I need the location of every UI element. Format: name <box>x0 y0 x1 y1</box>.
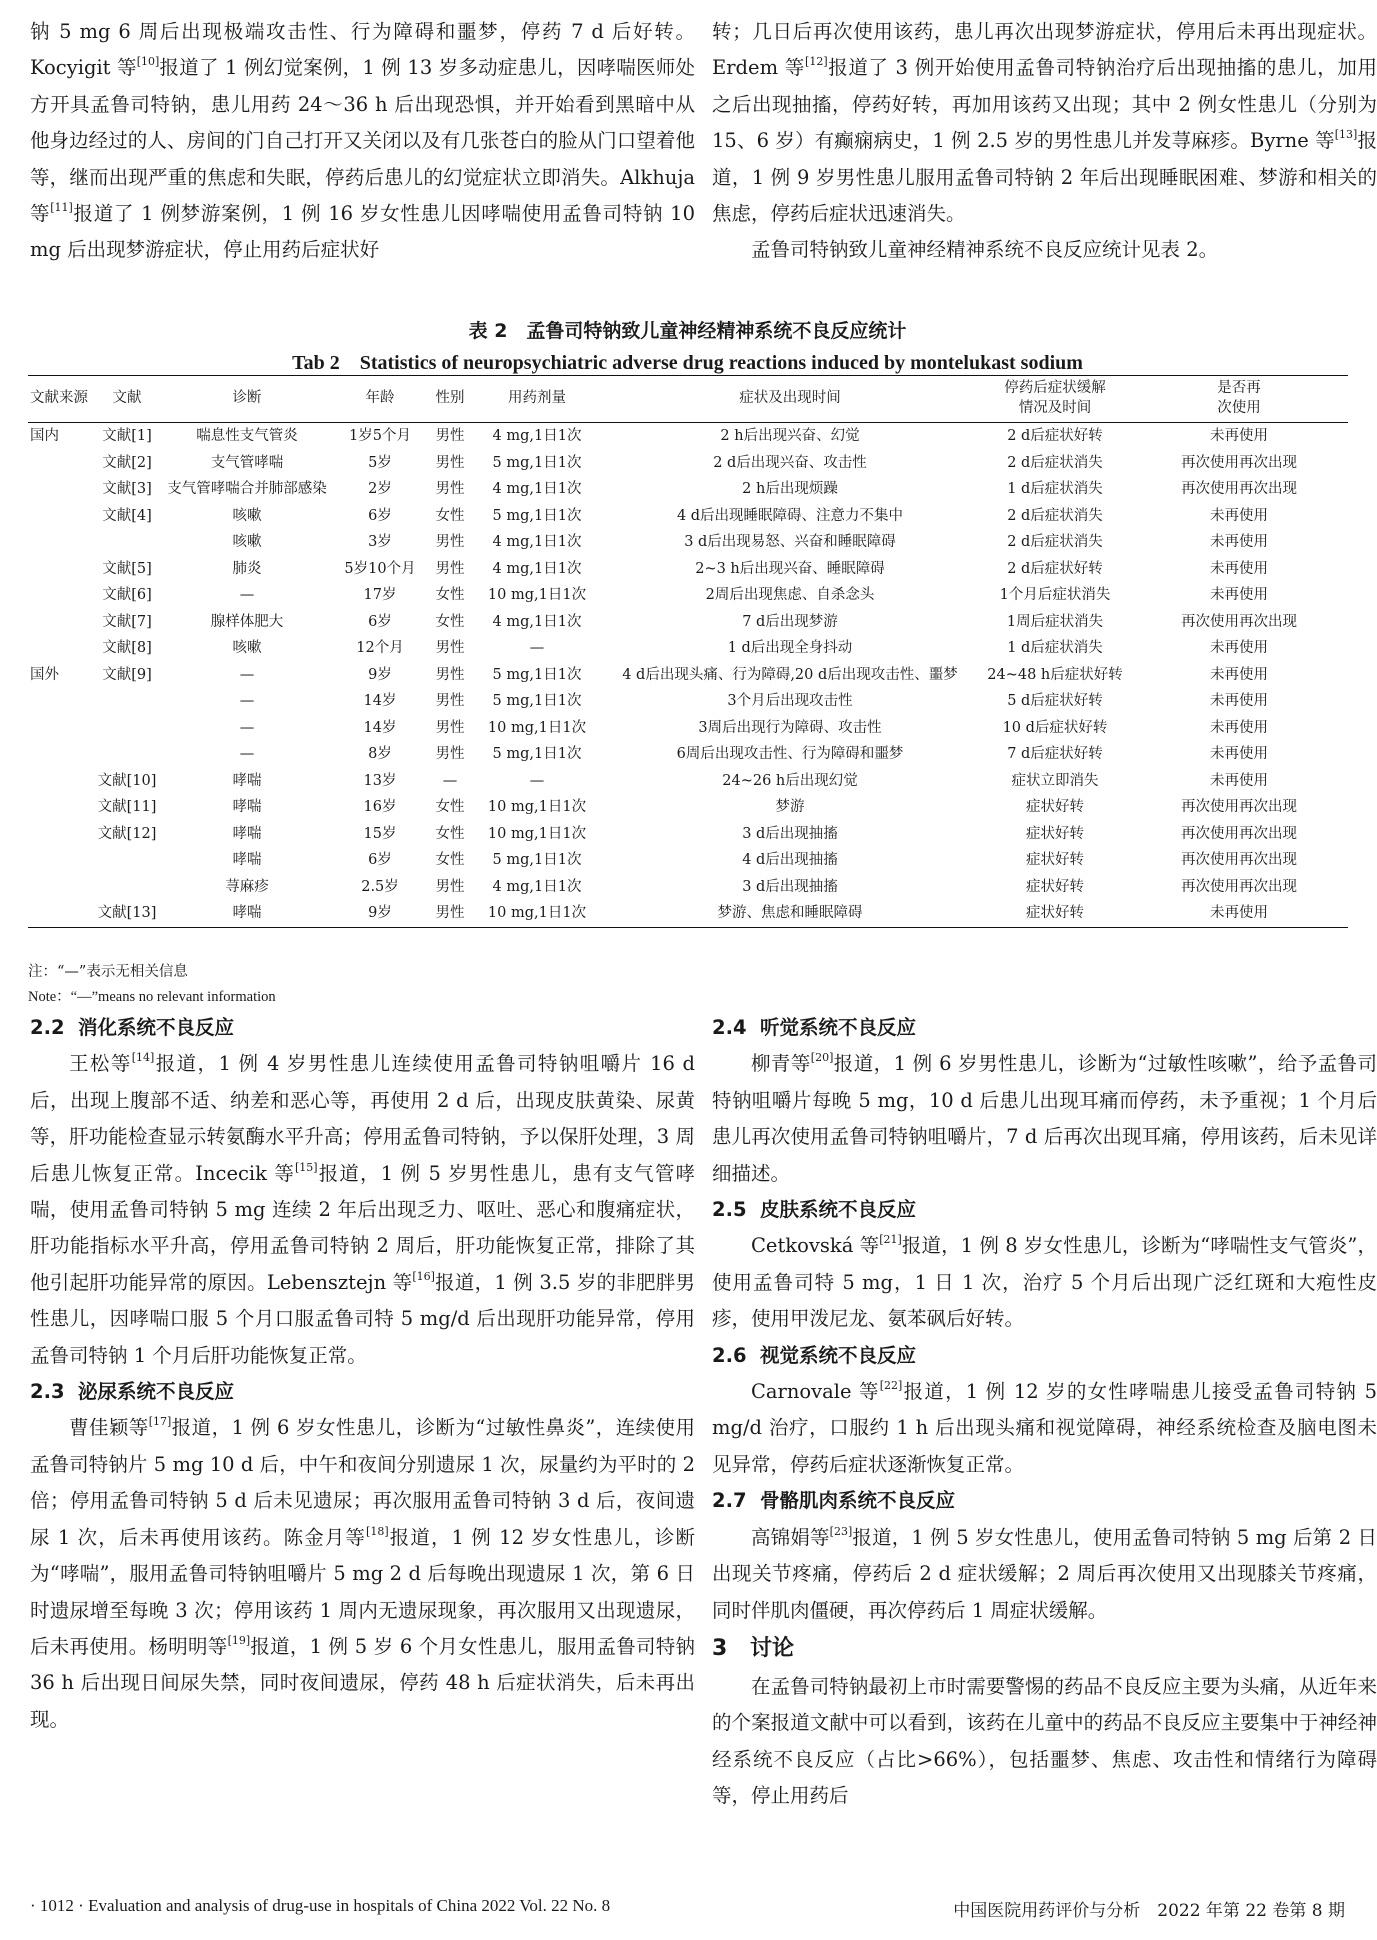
table-cell: 文献[4] <box>102 507 152 524</box>
table-cell: 1 d后症状消失 <box>1007 481 1103 497</box>
table-cell: 女性 <box>435 507 465 524</box>
table-cell: 支气管哮喘 <box>210 454 284 471</box>
body-column-top-right <box>712 14 1377 269</box>
table-cell <box>28 450 94 477</box>
table-cell: 文献[12] <box>97 825 157 842</box>
table-cell <box>28 476 94 503</box>
table-row <box>28 476 1348 503</box>
table-cell: 再次使用再次出现 <box>1181 481 1297 497</box>
table-cell <box>94 529 160 556</box>
table-cell <box>28 529 94 556</box>
table-cell: 16岁 <box>363 799 397 815</box>
table-cell: 3个月后出现攻击性 <box>727 693 853 709</box>
table-cell: 2 d后症状好转 <box>1007 428 1103 444</box>
table-row <box>28 794 1348 821</box>
table-cell: 哮喘 <box>232 852 262 868</box>
table-cell: 哮喘 <box>232 772 262 789</box>
table-cell: 女性 <box>435 613 465 630</box>
table-row <box>28 635 1348 662</box>
paragraph: 钠 5 mg 6 周后出现极端攻击性、行为障碍和噩梦，停药 7 d 后好转。Kocyigit 等[10]报道了 1 例幻觉案例，1 例 13 岁多动症患儿，因哮喘医师处方开具孟鲁司特钠，患儿用药 24～36 h 后出现恐惧，并开始看到黑暗中从他身边经过的人、房间的门自己打开又关闭以及有几张苍白的脸从门口望着他等，继而出现严重的焦虑和失眠，停药后患儿的幻觉症状立即消失。Alkhuja 等[11]报道了 1 例梦游案例，1 例 16 岁女性患儿因哮喘使用孟鲁司特钠 10 mg 后出现梦游症状，停止用药后症状好 <box>30 20 695 262</box>
table-cell: 文献[2] <box>102 454 152 471</box>
table-cell: 5 mg,1日1次 <box>492 666 582 683</box>
table-cell: 24~26 h后出现幻觉 <box>722 772 858 789</box>
table-cell: 2岁 <box>368 481 392 497</box>
table-cell: 3岁 <box>368 534 392 550</box>
table-cell <box>28 900 94 927</box>
table-cell <box>94 688 160 715</box>
table-cell: 2 h后出现烦躁 <box>742 481 838 497</box>
table-cell: 再次使用再次出现 <box>1181 799 1297 815</box>
table-cell: 10 mg,1日1次 <box>487 799 587 815</box>
table-cell <box>28 715 94 742</box>
table-cell: 症状好转 <box>1026 852 1084 868</box>
table-cell: — <box>239 719 255 736</box>
table-cell: 5 mg,1日1次 <box>492 746 582 762</box>
section-heading-3: 3 讨论 <box>712 1635 795 1661</box>
table-cell: 咳嗽 <box>232 640 262 656</box>
table-cell: 2 h后出现兴奋、幻觉 <box>720 428 860 444</box>
table-cell: 症状好转 <box>1026 799 1084 815</box>
table-cell: — <box>239 693 255 709</box>
table-cell: 1 d后出现全身抖动 <box>727 640 853 656</box>
table-cell: 再次使用再次出现 <box>1181 852 1297 868</box>
table-cell: 未再使用 <box>1210 428 1268 444</box>
table-notes <box>28 960 276 1010</box>
table-cell: 3 d后出现抽搐 <box>742 878 838 895</box>
table-cell: 文献[8] <box>102 640 152 656</box>
table-cell: 6岁 <box>368 613 392 630</box>
table-cell: 14岁 <box>363 693 397 709</box>
table-cell <box>28 821 94 848</box>
paragraph: 曹佳颖等[17]报道，1 例 6 岁女性患儿，诊断为“过敏性鼻炎”，连续使用孟鲁司特钠片 5 mg 10 d 后，中午和夜间分别遗尿 1 次，尿量约为平时的 2 倍；停用孟鲁司特钠 5 d 后未见遗尿；再次服用孟鲁司特钠 3 d 后，夜间遗尿 1 次，后未再使用该药。陈金月等[18]报道，1 例 12 岁女性患儿，诊断为“哮喘”，服用孟鲁司特钠咀嚼片 5 mg 2 d 后每晚出现遗尿 1 次，第 6 日时遗尿增至每晚 3 次；停用该药 1 周内无遗尿现象，再次服用又出现遗尿，后未再使用。杨明明等[19]报道，1 例 5 岁 6 个月女性患儿，服用孟鲁司特钠 36 h 后出现日间尿失禁，同时夜间遗尿，停药 48 h 后症状消失，后未再出现。 <box>30 1415 695 1731</box>
note-en: Note：“—”means no relevant information <box>28 989 276 1005</box>
table-cell: 4 mg,1日1次 <box>492 560 582 577</box>
table-row <box>28 688 1348 715</box>
table-cell: 未再使用 <box>1210 746 1268 762</box>
table-cell: 8岁 <box>368 746 392 762</box>
table-cell: 男性 <box>435 746 465 762</box>
table-cell: 4 mg,1日1次 <box>492 613 582 630</box>
table-cell: — <box>529 640 545 656</box>
table-cell: 女性 <box>435 587 465 603</box>
table-cell: 男性 <box>426 900 474 927</box>
table-cell: 再次使用再次出现 <box>1181 454 1297 471</box>
table-cell: 10 mg,1日1次 <box>487 719 587 736</box>
table-cell: 女性 <box>435 825 465 842</box>
table-cell: 1 d后症状消失 <box>1007 640 1103 656</box>
header-source: 文献来源 <box>28 376 94 423</box>
table-row <box>28 662 1348 689</box>
table-cell: 哮喘 <box>160 900 334 927</box>
table-cell: 咳嗽 <box>232 534 262 550</box>
paragraph: 转；几日后再次使用该药，患儿再次出现梦游症状，停用后未再出现症状。Erdem 等[12]报道了 3 例开始使用孟鲁司特钠治疗后出现抽搐的患儿，加用之后出现抽搐，停药好转，再加用该药又出现；其中 2 例女性患儿（分别为 15、6 岁）有癫痫病史，1 例 2.5 岁的男性患儿并发荨麻疹。Byrne 等[13]报道，1 例 9 岁男性患儿服用孟鲁司特钠 2 年后出现睡眠困难、梦游和相关的焦虑，停药后症状迅速消失。 <box>712 20 1377 226</box>
table-cell <box>28 768 94 795</box>
table-cell: 男性 <box>435 534 465 550</box>
table-cell: 10 d后症状好转 <box>1002 719 1108 736</box>
table-cell: 1个月后症状消失 <box>999 587 1111 603</box>
table-row <box>28 423 1348 450</box>
table-cell: 男性 <box>435 640 465 656</box>
table-cell: 喘息性支气管炎 <box>196 428 298 444</box>
table-cell: 4 mg,1日1次 <box>492 481 582 497</box>
table-cell: 7 d后症状好转 <box>1007 746 1103 762</box>
table-cell <box>28 874 94 901</box>
table-cell: 3 d后出现抽搐 <box>742 825 838 842</box>
table-cell <box>28 847 94 874</box>
table-cell: 未再使用 <box>1210 772 1268 789</box>
table-cell: 未再使用 <box>1210 507 1268 524</box>
table-cell: 男性 <box>435 666 465 683</box>
table-cell: 2 d后症状消失 <box>1007 454 1103 471</box>
table-row <box>28 741 1348 768</box>
table-cell: 咳嗽 <box>232 507 262 524</box>
table-cell <box>94 741 160 768</box>
table-cell: 4 mg,1日1次 <box>492 878 582 895</box>
table-cell: 2 d后症状好转 <box>1007 560 1103 577</box>
table-cell: 未再使用 <box>1210 719 1268 736</box>
table-cell: 3周后出现行为障碍、攻击性 <box>698 719 882 736</box>
note-cn: 注：“—”表示无相关信息 <box>28 964 188 980</box>
header-age: 年龄 <box>334 376 426 423</box>
table-cell: 1周后症状消失 <box>1006 613 1104 630</box>
header-diagnosis: 诊断 <box>160 376 334 423</box>
table-cell: 男性 <box>435 481 465 497</box>
table-row <box>28 847 1348 874</box>
table-cell: 2~3 h后出现兴奋、睡眠障碍 <box>695 560 885 577</box>
table-cell: 腺样体肥大 <box>210 613 284 630</box>
table-cell: 症状好转 <box>1026 825 1084 842</box>
body-column-bottom-left <box>30 1010 695 1738</box>
table-cell: 梦游 <box>775 799 805 815</box>
table-cell: 14岁 <box>363 719 397 736</box>
adr-table <box>28 375 1348 928</box>
table-cell: 支气管哮喘合并肺部感染 <box>167 481 327 497</box>
table-cell: 未再使用 <box>1210 534 1268 550</box>
header-sex: 性别 <box>426 376 474 423</box>
table-cell: 国外 <box>30 666 59 683</box>
table-cell: — <box>529 772 545 789</box>
table-cell: 女性 <box>435 852 465 868</box>
table-cell: 女性 <box>435 799 465 815</box>
table-cell: 文献[7] <box>102 613 152 630</box>
table-cell: 5 d后症状好转 <box>1007 693 1103 709</box>
table-cell: 国内 <box>30 428 59 444</box>
paragraph: 孟鲁司特钠致儿童神经精神系统不良反应统计见表 2。 <box>751 238 1219 262</box>
table-cell: 10 mg,1日1次 <box>487 587 587 603</box>
table-cell: 2.5岁 <box>361 878 399 895</box>
table-cell <box>28 794 94 821</box>
table-cell: 未再使用 <box>1210 587 1268 603</box>
table-cell: 5 mg,1日1次 <box>492 693 582 709</box>
table-cell: 男性 <box>435 878 465 895</box>
section-heading-2-5: 2.5 皮肤系统不良反应 <box>712 1198 917 1222</box>
table-cell: 10 mg,1日1次 <box>474 900 600 927</box>
table-cell: 荨麻疹 <box>225 878 269 895</box>
table-row <box>28 556 1348 583</box>
table-cell: 7 d后出现梦游 <box>742 613 838 630</box>
table-cell: 文献[13] <box>94 900 160 927</box>
table-cell: 再次使用再次出现 <box>1181 825 1297 842</box>
table-cell: 文献[6] <box>102 587 152 603</box>
paragraph: 王松等[14]报道，1 例 4 岁男性患儿连续使用孟鲁司特钠咀嚼片 16 d 后，出现上腹部不适、纳差和恶心等，再使用 2 d 后，出现皮肤黄染、尿黄等，肝功能检查显示转氨酶水平升高；停用孟鲁司特钠，予以保肝处理，3 周后患儿恢复正常。Incecik 等[15]报道，1 例 5 岁男性患儿，患有支气管哮喘，使用孟鲁司特钠 5 mg 连续 2 年后出现乏力、呕吐、恶心和腹痛症状，肝功能指标水平升高，停用孟鲁司特钠 2 周后，肝功能恢复正常，排除了其他引起肝功能异常的原因。Lebensztejn 等[16]报道，1 例 3.5 岁的非肥胖男性患儿，因哮喘口服 5 个月口服孟鲁司特 5 mg/d 后出现肝功能异常，停用孟鲁司特钠 1 个月后肝功能恢复正常。 <box>30 1051 695 1367</box>
table-cell: 再次使用再次出现 <box>1181 613 1297 630</box>
section-heading-2-7: 2.7 骨骼肌肉系统不良反应 <box>712 1489 956 1513</box>
table-cell: 症状好转 <box>1026 878 1084 895</box>
body-column-top-left <box>30 14 695 269</box>
body-column-bottom-right <box>712 1010 1377 1815</box>
table-cell: 哮喘 <box>232 799 262 815</box>
table-cell: 未再使用 <box>1210 666 1268 683</box>
table-cell: 12个月 <box>356 640 404 656</box>
table-cell: 2 d后出现兴奋、攻击性 <box>713 454 867 471</box>
table-cell: 哮喘 <box>232 825 262 842</box>
table-cell: 15岁 <box>363 825 397 842</box>
table-row <box>28 821 1348 848</box>
table-cell: 2周后出现焦虑、自杀念头 <box>705 587 875 603</box>
table-cell: 4 mg,1日1次 <box>492 534 582 550</box>
table-cell: 5 mg,1日1次 <box>492 852 582 868</box>
table-cell: 13岁 <box>363 772 397 789</box>
table-cell <box>94 874 160 901</box>
table-cell: 9岁 <box>368 666 392 683</box>
table-cell: 17岁 <box>363 587 397 603</box>
table-cell: 男性 <box>435 428 465 444</box>
table-cell: 症状立即消失 <box>1011 772 1099 789</box>
table-cell: — <box>442 772 458 789</box>
table-cell: 9岁 <box>334 900 426 927</box>
section-heading-2-6: 2.6 视觉系统不良反应 <box>712 1343 917 1367</box>
table-cell <box>94 847 160 874</box>
table-cell <box>94 715 160 742</box>
header-relief: 停药后症状缓解 情况及时间 <box>980 376 1130 423</box>
table-cell: 男性 <box>435 560 465 577</box>
table-cell: 6周后出现攻击性、行为障碍和噩梦 <box>676 746 904 762</box>
table-cell: 文献[11] <box>97 799 157 815</box>
table-cell: — <box>239 666 255 683</box>
table-cell <box>28 635 94 662</box>
header-ref: 文献 <box>94 376 160 423</box>
paragraph: 高锦娟等[23]报道，1 例 5 岁女性患儿，使用孟鲁司特钠 5 mg 后第 2 日出现关节疼痛，停药后 2 d 症状缓解；2 周后再次使用又出现膝关节疼痛，同时伴肌肉僵硬，再次停药后 1 周症状缓解。 <box>712 1524 1377 1622</box>
table-cell: 6岁 <box>368 852 392 868</box>
table-row <box>28 582 1348 609</box>
table-row <box>28 715 1348 742</box>
table-cell: 文献[10] <box>97 772 157 789</box>
paragraph: Carnovale 等[22]报道，1 例 12 岁的女性哮喘患儿接受孟鲁司特钠 5 mg/d 治疗，口服约 1 h 后出现头痛和视觉障碍，神经系统检查及脑电图未见异常，停药后症状逐渐恢复正常。 <box>712 1379 1377 1476</box>
paragraph: 柳青等[20]报道，1 例 6 岁男性患儿，诊断为“过敏性咳嗽”，给予孟鲁司特钠咀嚼片每晚 5 mg，10 d 后患儿出现耳痛而停药，未予重视；1 个月后患儿再次使用孟鲁司特钠咀嚼片，7 d 后再次出现耳痛，停用该药，后未见详细描述。 <box>712 1051 1377 1185</box>
table-title-en: Tab 2 Statistics of neuropsychiatric adverse drug reactions induced by montelukast sodium <box>292 352 1083 374</box>
table-cell: 3 d后出现易怒、兴奋和睡眠障碍 <box>684 534 896 550</box>
table-cell: 1岁5个月 <box>349 428 411 444</box>
table-cell: 文献[3] <box>102 481 152 497</box>
table-cell: 未再使用 <box>1130 900 1348 927</box>
table-cell <box>28 609 94 636</box>
section-heading-2-4: 2.4 听觉系统不良反应 <box>712 1016 917 1039</box>
table-cell: 肺炎 <box>232 560 262 577</box>
table-title-cn: 表 2 孟鲁司特钠致儿童神经精神系统不良反应统计 <box>468 320 907 342</box>
table-cell <box>28 556 94 583</box>
table-cell: 未再使用 <box>1210 560 1268 577</box>
table-cell: 5岁10个月 <box>344 560 416 577</box>
table-cell: — <box>239 587 255 603</box>
footer-journal-en: · 1012 · Evaluation and analysis of drug-use in hospitals of China 2022 Vol. 22 No. 8 <box>30 1896 611 1915</box>
section-heading-2-3: 2.3 泌尿系统不良反应 <box>30 1380 235 1404</box>
table-cell: 5 mg,1日1次 <box>492 507 582 524</box>
table-row <box>28 900 1348 927</box>
table-cell <box>28 688 94 715</box>
table-row <box>28 529 1348 556</box>
table-cell: 2 d后症状消失 <box>1007 507 1103 524</box>
header-dose: 用药剂量 <box>474 376 600 423</box>
table-cell: 4 d后出现头痛、行为障碍,20 d后出现攻击性、噩梦 <box>622 666 958 683</box>
table-cell: 男性 <box>435 693 465 709</box>
table-row <box>28 503 1348 530</box>
paragraph: Cetkovská 等[21]报道，1 例 8 岁女性患儿，诊断为“哮喘性支气管炎”，使用孟鲁司特 5 mg，1 日 1 次，治疗 5 个月后出现广泛红斑和大疱性皮疹，使用甲泼尼龙、氨苯砜后好转。 <box>712 1233 1377 1331</box>
table-cell: 文献[5] <box>102 560 152 577</box>
table-cell: 男性 <box>435 719 465 736</box>
table-cell: 4 d后出现睡眠障碍、注意力不集中 <box>676 507 904 524</box>
table-cell: 再次使用再次出现 <box>1181 878 1297 895</box>
header-reuse: 是否再 次使用 <box>1130 376 1348 423</box>
footer-journal-cn: 中国医院用药评价与分析 2022 年第 22 卷第 8 期 <box>953 1901 1345 1921</box>
table-cell: 症状好转 <box>980 900 1130 927</box>
table-cell: 5岁 <box>368 454 392 471</box>
table-cell: 6岁 <box>368 507 392 524</box>
paragraph: 在孟鲁司特钠最初上市时需要警惕的药品不良反应主要为头痛，从近年来的个案报道文献中可以看到，该药在儿童中的药品不良反应主要集中于神经神经系统不良反应（占比>66%），包括噩梦、焦虑、攻击性和情绪行为障碍等，停止用药后 <box>712 1674 1377 1808</box>
table-cell <box>28 741 94 768</box>
table-cell: 文献[1] <box>102 428 152 444</box>
table-cell: 2 d后症状消失 <box>1007 534 1103 550</box>
table-cell: 24~48 h后症状好转 <box>987 666 1123 683</box>
table-cell: 文献[9] <box>102 666 152 683</box>
table-cell: 梦游、焦虑和睡眠障碍 <box>600 900 980 927</box>
header-symptom: 症状及出现时间 <box>600 376 980 423</box>
table-row <box>28 768 1348 795</box>
table-cell <box>28 503 94 530</box>
table-row <box>28 450 1348 477</box>
section-heading-2-2: 2.2 消化系统不良反应 <box>30 1016 235 1039</box>
table-row <box>28 874 1348 901</box>
table-cell: 未再使用 <box>1210 640 1268 656</box>
table-row <box>28 609 1348 636</box>
table-cell: 4 mg,1日1次 <box>492 428 582 444</box>
table-cell <box>28 582 94 609</box>
table-cell: 未再使用 <box>1210 693 1268 709</box>
table-cell: 4 d后出现抽搐 <box>742 852 838 868</box>
table-body <box>28 423 1348 928</box>
table-cell: — <box>239 746 255 762</box>
table-cell: 10 mg,1日1次 <box>487 825 587 842</box>
table-cell: 男性 <box>435 454 465 471</box>
table-cell: 5 mg,1日1次 <box>492 454 582 471</box>
